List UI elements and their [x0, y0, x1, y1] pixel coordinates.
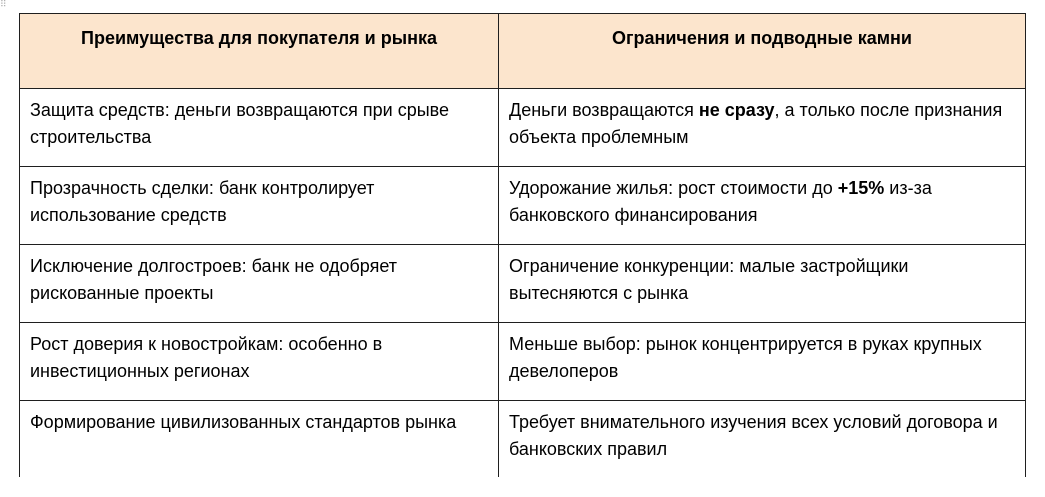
advantage-cell: Защита средств: деньги возвращаются при срыве строительства — [20, 89, 499, 167]
header-row — [20, 14, 1026, 89]
limitation-emphasis: +15% — [837, 178, 885, 198]
limitation-cell — [499, 323, 1026, 401]
limitation-cell — [499, 167, 1026, 245]
limitation-text: Деньги возвращаются — [509, 100, 699, 120]
limitation-emphasis: не сразу — [698, 100, 775, 120]
advantage-cell: Прозрачность сделки: банк контролирует использование средств — [20, 167, 499, 245]
limitation-text: , а только после признания объекта проблемным — [509, 100, 1003, 147]
table-drag-handle-icon[interactable]: ⠿ — [0, 0, 7, 10]
advantage-cell: Рост доверия к новостройкам: особенно в инвестиционных регионах — [20, 323, 499, 401]
table-row — [20, 89, 1026, 167]
limitation-cell — [499, 245, 1026, 323]
comparison-table — [19, 13, 1026, 477]
table-row — [20, 167, 1026, 245]
limitation-text: из-за банковского финансирования — [509, 178, 932, 225]
limitation-cell — [499, 401, 1026, 477]
limitation-text: Удорожание жилья: рост стоимости до — [509, 178, 838, 198]
table-body — [20, 89, 1026, 477]
table-row — [20, 401, 1026, 477]
table-row — [20, 323, 1026, 401]
table-header — [20, 14, 1026, 89]
table-row — [20, 245, 1026, 323]
limitation-text: Меньше выбор: рынок концентрируется в руках крупных девелоперов — [509, 334, 982, 381]
header-limitations: Ограничения и подводные камни — [499, 14, 1026, 89]
limitation-cell — [499, 89, 1026, 167]
limitation-text: Ограничение конкуренции: малые застройщики вытесняются с рынка — [509, 256, 909, 303]
limitation-text: Требует внимательного изучения всех условий договора и банковских правил — [509, 412, 998, 459]
advantage-cell: Формирование цивилизованных стандартов рынка — [20, 401, 499, 477]
header-advantages: Преимущества для покупателя и рынка — [20, 14, 499, 89]
advantage-cell: Исключение долгостроев: банк не одобряет рискованные проекты — [20, 245, 499, 323]
